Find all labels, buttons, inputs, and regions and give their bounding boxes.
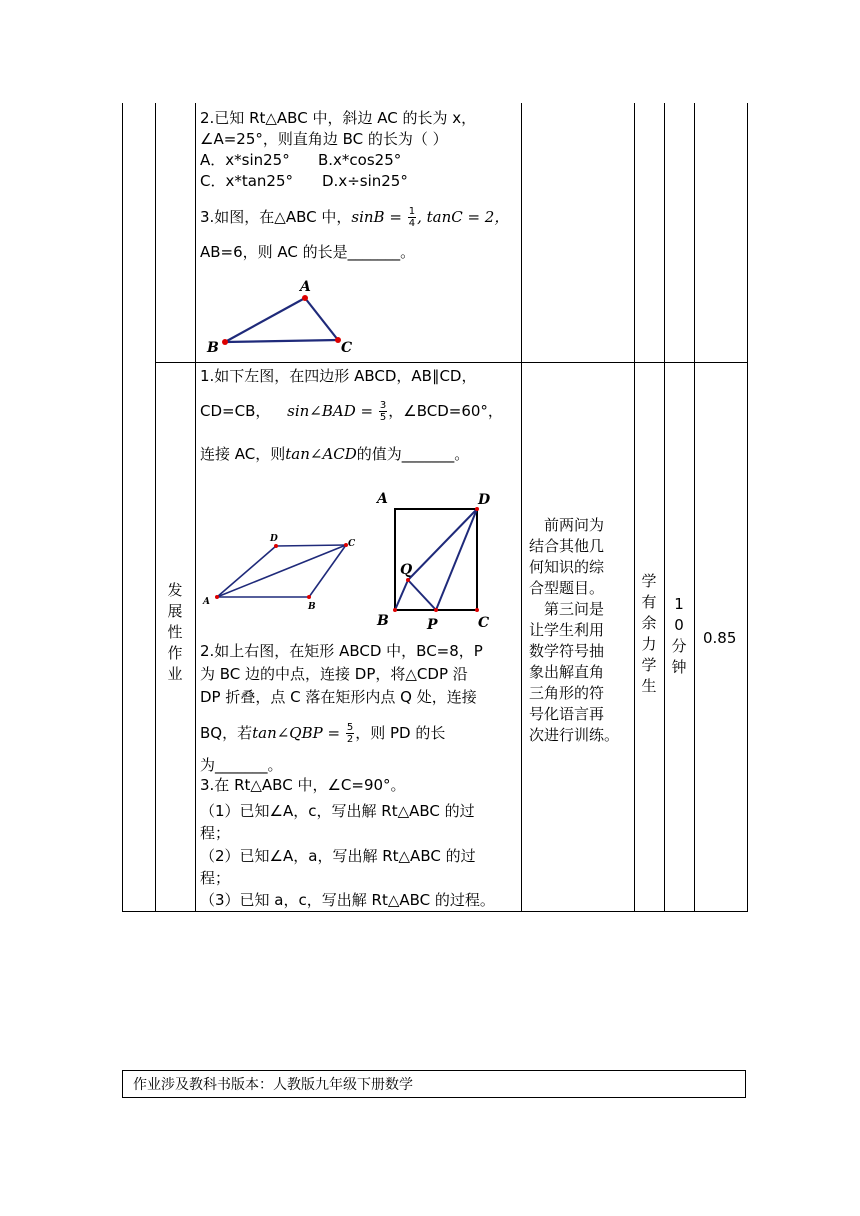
- r2q2-frac-num: 5: [346, 722, 354, 733]
- point-a: [215, 595, 219, 599]
- description-line: 号化语言再: [529, 705, 605, 723]
- point-c: [475, 608, 479, 612]
- table-col-line: [195, 103, 196, 912]
- label-d: D: [270, 534, 278, 544]
- label-q: Q: [400, 562, 413, 578]
- r2q1-cd-cb: CD=CB，: [200, 402, 271, 420]
- label-a: A: [203, 597, 210, 607]
- point-b: [393, 608, 397, 612]
- row-divider: [155, 362, 748, 363]
- table-border-right: [747, 103, 748, 912]
- quadrilateral-figure: [200, 530, 365, 615]
- rectangle-figure: [372, 488, 502, 633]
- textbook-version-box: [122, 1070, 746, 1098]
- q3-line1: [200, 206, 509, 229]
- q2-line1: 2.已知 Rt△ABC 中，斜边 AC 的长为 x，: [200, 109, 477, 127]
- q3-tanc: , tanC = 2，: [417, 208, 510, 226]
- category-char: 作: [167, 644, 183, 662]
- point-q: [406, 578, 410, 582]
- r2q2-line2: 为 BC 边的中点，连接 DP，将△CDP 沿: [200, 665, 468, 683]
- r2q2-pd: ，则 PD 的长: [355, 724, 446, 742]
- target-char: 力: [641, 635, 657, 653]
- table-col-line: [521, 103, 522, 912]
- target-students: [639, 571, 659, 697]
- segment-dq: [408, 509, 477, 580]
- label-c: C: [478, 615, 490, 631]
- category-char: 业: [167, 665, 183, 683]
- label-a: A: [377, 491, 388, 507]
- segment-bq: [395, 580, 408, 610]
- category-char: 展: [167, 602, 183, 620]
- description-line: 合型题目。: [529, 579, 605, 597]
- q2-option-c: C．x*tan25°: [200, 172, 294, 190]
- design-description: [529, 515, 633, 746]
- q3-frac-den: 4: [408, 218, 416, 229]
- target-char: 生: [641, 677, 657, 695]
- table-border-bottom: [122, 911, 748, 912]
- r2q1-frac-num: 3: [379, 400, 387, 411]
- r2q1-fraction: [379, 400, 387, 423]
- segment-qp: [408, 580, 436, 610]
- description-line: 让学生利用: [529, 621, 605, 639]
- r2q1-tan: tan∠ACD: [285, 445, 357, 463]
- triangle-side-bc: [225, 340, 338, 342]
- point-a: [302, 295, 308, 301]
- q2-option-b: B.x*cos25°: [318, 151, 402, 169]
- label-a: A: [300, 279, 311, 295]
- label-c: C: [341, 340, 353, 356]
- time-char: 1: [674, 595, 684, 613]
- r2q1-line1: 1.如下左图，在四边形 ABCD，AB∥CD，: [200, 367, 477, 385]
- description-line: 前两问为: [529, 516, 605, 534]
- triangle-side-ac: [305, 298, 338, 340]
- time-estimate: [669, 594, 689, 678]
- r2q2-line4: [200, 722, 445, 745]
- label-p: P: [427, 617, 438, 633]
- triangle-figure: [200, 276, 370, 356]
- r2q3-part1a: （1）已知∠A，c，写出解 Rt△ABC 的过: [200, 802, 475, 820]
- r2q1-frac-den: 5: [379, 412, 387, 423]
- r2q1-blank: 的值为_______。: [356, 445, 470, 463]
- textbook-version-text: 作业涉及教科书版本：人教版九年级下册数学: [133, 1077, 413, 1093]
- target-char: 余: [641, 614, 657, 632]
- table-col-line: [664, 103, 665, 912]
- point-b: [307, 595, 311, 599]
- category-char: 发: [167, 581, 183, 599]
- point-p: [434, 608, 438, 612]
- q3-sinb: sinB =: [351, 208, 402, 226]
- table-col-line: [155, 103, 156, 912]
- q3-prefix: 3.如图，在△ABC 中，: [200, 208, 352, 226]
- time-char: 分: [671, 637, 687, 655]
- description-line: 次进行训练。: [529, 726, 620, 744]
- time-char: 钟: [671, 658, 687, 676]
- r2q2-frac-den: 2: [346, 734, 354, 745]
- q2-line2: ∠A=25°，则直角边 BC 的长为（ ）: [200, 130, 448, 148]
- table-border-left: [122, 103, 123, 912]
- r2q2-line5: 为_______。: [200, 756, 283, 774]
- r2q3-part2a: （2）已知∠A，a，写出解 Rt△ABC 的过: [200, 847, 476, 865]
- difficulty-value: 0.85: [703, 629, 737, 647]
- q2-option-d: D.x÷sin25°: [322, 172, 408, 190]
- r2q3-part1b: 程；: [200, 824, 231, 842]
- description-line: 三角形的符: [529, 684, 605, 702]
- time-char: 0: [674, 616, 684, 634]
- rectangle-abcd: [395, 509, 477, 610]
- category-char: 性: [167, 623, 183, 641]
- target-char: 学: [641, 656, 657, 674]
- q3-fraction: [408, 206, 416, 229]
- r2q3-part2b: 程；: [200, 869, 231, 887]
- table-col-line: [694, 103, 695, 912]
- r2q2-bq: BQ，若: [200, 724, 253, 742]
- r2q3-part3: （3）已知 a，c，写出解 Rt△ABC 的过程。: [200, 891, 495, 909]
- segment-dp: [436, 509, 477, 610]
- r2q1-line2: [200, 400, 503, 423]
- r2q2-fraction: [346, 722, 354, 745]
- description-line: 数学符号抽: [529, 642, 605, 660]
- r2q1-angle: ，∠BCD=60°，: [388, 402, 503, 420]
- description-line: 象出解直角: [529, 663, 605, 681]
- r2q1-line3: [200, 444, 469, 465]
- target-char: 学: [641, 572, 657, 590]
- target-char: 有: [641, 593, 657, 611]
- triangle-side-ab: [225, 298, 305, 342]
- r2q1-sin: sin∠BAD =: [287, 402, 374, 420]
- side-da: [217, 546, 276, 597]
- description-line: 第三问是: [529, 600, 605, 618]
- point-b: [222, 339, 228, 345]
- q3-line2: AB=6，则 AC 的长是_______。: [200, 243, 416, 261]
- label-b: B: [377, 613, 389, 629]
- table-col-line: [634, 103, 635, 912]
- r2q2-line3: DP 折叠，点 C 落在矩形内点 Q 处，连接: [200, 688, 477, 706]
- description-line: 结合其他几: [529, 537, 605, 555]
- category-label: [165, 580, 185, 685]
- r2q3-line1: 3.在 Rt△ABC 中，∠C=90°。: [200, 776, 406, 794]
- q2-option-a: A．x*sin25°: [200, 151, 290, 169]
- label-b: B: [308, 602, 316, 612]
- side-cd: [276, 545, 346, 546]
- label-c: C: [348, 539, 356, 549]
- point-d: [274, 544, 278, 548]
- r2q2-line1: 2.如上右图，在矩形 ABCD 中，BC=8，P: [200, 642, 483, 660]
- r2q1-connect: 连接 AC，则: [200, 445, 286, 463]
- q3-frac-num: 1: [408, 206, 416, 217]
- r2q2-tan: tan∠QBP =: [252, 724, 341, 742]
- label-d: D: [478, 492, 491, 508]
- description-line: 何知识的综: [529, 558, 605, 576]
- label-b: B: [207, 340, 219, 356]
